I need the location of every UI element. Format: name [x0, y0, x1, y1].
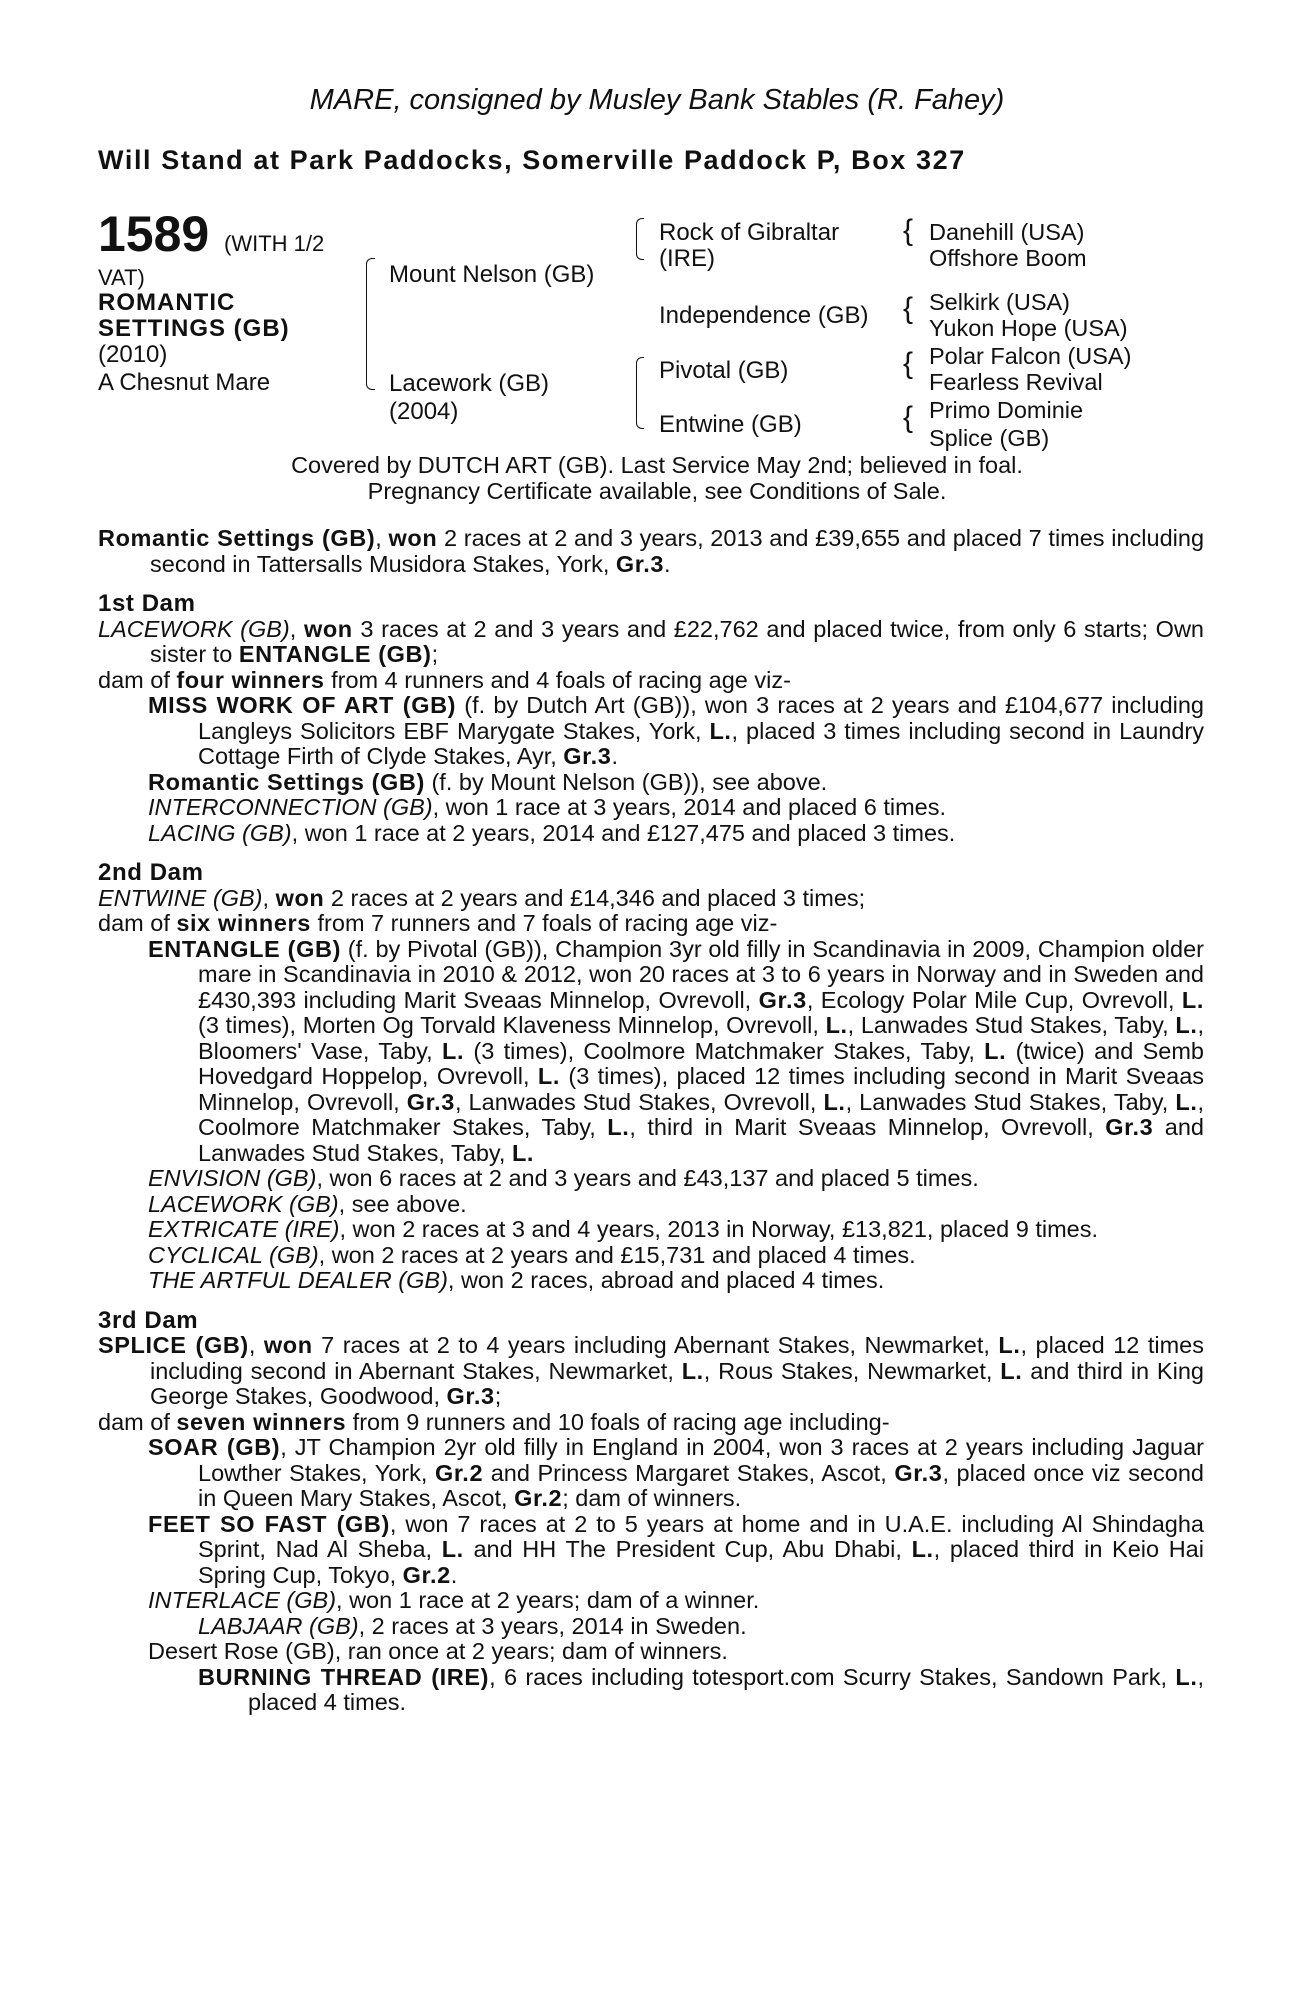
grand-progeny-entry: [98, 1614, 1204, 1640]
pedigree-dam: Lacework (GB): [389, 370, 550, 397]
dam3-text: and third in King George Stakes, Goodwood,: [150, 1357, 1204, 1409]
foaling-year: (2010): [98, 341, 168, 368]
listed-label: L.: [537, 1063, 561, 1089]
location-line: Will Stand at Park Paddocks, Somerville Paddock P, Box 327: [98, 145, 966, 175]
progeny-text: , placed 4 times.: [248, 1663, 1204, 1715]
dam-of-prefix: dam of: [98, 666, 177, 693]
progeny-text: , third in Marit Sveaas Minnelop, Ovrevoll,: [629, 1114, 1106, 1140]
pedigree-ddd: Splice (GB): [929, 425, 1050, 451]
dam2-text: 2 races at 2 years and £14,346 and placed 3 times;: [324, 884, 866, 911]
dam-of-suffix: from 4 runners and 4 foals of racing age viz-: [324, 666, 791, 693]
listed-label: L.: [1175, 1088, 1198, 1115]
progeny-name: ENVISION (GB): [148, 1165, 317, 1191]
progeny-text: and HH The President Cup, Abu Dhabi,: [463, 1536, 912, 1562]
listed-label: L.: [681, 1357, 704, 1384]
progeny-text: , won 1 race at 2 years, 2014 and £127,475 and placed 3 times.: [291, 819, 956, 846]
dam-of-prefix: dam of: [98, 910, 177, 936]
pedigree-brace-dd: {: [903, 401, 914, 434]
winners-count: four winners: [176, 666, 325, 693]
pedigree-dam-sire: Pivotal (GB): [659, 357, 789, 384]
progeny-text: (3 times), placed 12 times including second in Marit Sveaas Minnelop, Ovrevoll,: [198, 1063, 1205, 1115]
progeny-entry: [98, 1166, 1204, 1192]
winners-count: six winners: [176, 910, 311, 936]
pregnancy-note: Pregnancy Certificate available, see Conditions of Sale.: [367, 478, 947, 504]
listed-label: L.: [441, 1536, 464, 1562]
progeny-name: Romantic Settings (GB): [148, 768, 425, 795]
progeny-entry: [98, 1435, 1204, 1512]
won-label: won: [263, 1332, 313, 1358]
progeny-text: .: [450, 1561, 458, 1588]
dam1-heading: 1st Dam: [98, 590, 196, 617]
progeny-name: ENTANGLE (GB): [148, 935, 341, 962]
progeny-text: (3 times), Morten Og Torvald Klaveness Minnelop, Ovrevoll,: [198, 1012, 826, 1038]
pedigree-dam-dam: Entwine (GB): [659, 411, 802, 438]
progeny-text: (f. by Pivotal (GB)), Champion 3yr old filly in Scandinavia in 2009, Champion older mare in Scandinavia in 2010 & 2012, won 20 races at 3 to 6 years in Norway and in Sweden and £430,393 including Marit Sveaas Minnelop, Ovrevoll,: [198, 935, 1204, 1013]
progeny-entry: [98, 795, 1204, 821]
progeny-name: MISS WORK OF ART (GB): [148, 692, 457, 718]
page-heading: MARE, consigned by Musley Bank Stables (R. Fahey): [309, 84, 1005, 116]
progeny-entry: [98, 1243, 1204, 1269]
horse-name-cont: SETTINGS (GB): [98, 315, 290, 342]
progeny-entry: [98, 770, 1204, 796]
listed-label: L.: [998, 1332, 1021, 1358]
dam1-end: ;: [431, 641, 439, 667]
grade-label: Gr.3: [894, 1459, 943, 1486]
grade-label: Gr.3: [563, 743, 612, 769]
won-label: won: [388, 525, 438, 551]
listed-label: L.: [511, 1139, 535, 1166]
progeny-text: , won 2 races, abroad and placed 4 times.: [447, 1267, 885, 1293]
progeny-name: SOAR (GB): [148, 1434, 281, 1460]
progeny-text: , won 6 races at 2 and 3 years and £43,137 and placed 5 times.: [316, 1165, 979, 1191]
dam-of-suffix: from 9 runners and 10 foals of racing age including-: [346, 1408, 890, 1435]
progeny-name: LABJAAR (GB): [198, 1612, 359, 1639]
progeny-entry: [98, 1512, 1204, 1589]
winners-count: seven winners: [176, 1408, 347, 1435]
dam3-text: , Rous Stakes, Newmarket,: [703, 1357, 1001, 1384]
pedigree-brace-ds: {: [903, 347, 914, 380]
dam2-heading: 2nd Dam: [98, 859, 204, 886]
pedigree-sire: Mount Nelson (GB): [389, 261, 595, 288]
pedigree-dds: Primo Dominie: [929, 397, 1084, 423]
grade-label: Gr.3: [758, 986, 807, 1013]
progeny-text: (twice) and Semb Hovedgard Hoppelop, Ovrevoll,: [198, 1037, 1204, 1089]
progeny-text: , Lanwades Stud Stakes, Taby,: [847, 1012, 1176, 1038]
won-label: won: [303, 615, 353, 642]
progeny-text: , Lanwades Stud Stakes, Ovrevoll,: [454, 1088, 824, 1115]
dam3-dam-of: [98, 1410, 1204, 1436]
dam3-text: 7 races at 2 to 4 years including Abernant Stakes, Newmarket,: [312, 1332, 999, 1358]
pedigree-sire-sire-cont: (IRE): [659, 245, 715, 272]
progeny-name: LACEWORK (GB): [148, 1190, 339, 1217]
dam3-heading: 3rd Dam: [98, 1306, 199, 1334]
dam1-name: LACEWORK (GB): [98, 615, 290, 642]
progeny-text: , won 7 races at 2 to 5 years at home and in U.A.E. including Al Shindagha Sprint, Nad Al Sheba,: [198, 1510, 1204, 1562]
pedigree-dsd: Fearless Revival: [929, 369, 1103, 395]
grade-label: Gr.2: [514, 1485, 563, 1511]
pedigree-bracket-dam: [636, 357, 644, 429]
progeny-name: LACING (GB): [148, 819, 292, 846]
sister-name: ENTANGLE (GB): [238, 641, 432, 667]
dam3-text: ;: [494, 1383, 502, 1409]
progeny-text: , Bloomers' Vase, Taby,: [198, 1012, 1205, 1064]
listed-label: L.: [984, 1037, 1007, 1064]
progeny-text: , won 2 races at 2 years and £15,731 and placed 4 times.: [318, 1241, 916, 1268]
progeny-text: , JT Champion 2yr old filly in England in 2004, won 3 races at 2 years including Jaguar Lowther Stakes, York,: [198, 1434, 1204, 1486]
progeny-entry: [98, 1192, 1204, 1218]
listed-label: L.: [709, 717, 732, 744]
progeny-text: , won 1 race at 2 years; dam of a winner.: [336, 1587, 760, 1613]
listed-label: L.: [607, 1114, 630, 1140]
lot-number: 1589: [98, 206, 210, 262]
progeny-name: CYCLICAL (GB): [148, 1241, 319, 1268]
intro-paragraph: Romantic Settings (GB), won 2 races at 2 and 3 years, 2013 and £39,655 and placed 7 times including second in Tattersalls Musidora Stakes, York, Gr.3.: [98, 525, 1205, 577]
listed-label: L.: [1000, 1357, 1023, 1384]
dam3-text: , placed 12 times including second in Abernant Stakes, Newmarket,: [150, 1332, 1204, 1384]
progeny-text: (f. by Dutch Art (GB)), won 3 races at 2 years and £104,677 including Langleys Solicitors EBF Marygate Stakes, York,: [198, 692, 1204, 744]
dam2-dam-of: [98, 911, 1204, 937]
grade-label: Gr.3: [406, 1088, 455, 1115]
listed-label: L.: [1175, 1663, 1198, 1690]
dam1-dam-of: [98, 668, 1204, 694]
progeny-text: , Lanwades Stud Stakes, Taby,: [845, 1088, 1176, 1115]
horse-name: ROMANTIC: [98, 289, 236, 316]
progeny-entry: [98, 1268, 1204, 1294]
progeny-text: ; dam of winners.: [562, 1485, 742, 1511]
grand-progeny-entry: [98, 1665, 1204, 1716]
dam3-name: SPLICE (GB): [98, 1332, 249, 1358]
dam1-text: 3 races at 2 and 3 years and £22,762 and placed twice, from only 6 starts; Own sister to: [150, 615, 1204, 667]
catalogue-body: [98, 526, 1204, 1716]
pedigree-sds: Selkirk (USA): [929, 289, 1071, 315]
pedigree-dam-year: (2004): [389, 398, 459, 425]
pedigree-brace-ss: {: [903, 214, 914, 247]
progeny-entry: [98, 693, 1204, 770]
intro-text: 2 races at 2 and 3 years, 2013 and £39,655 and placed 7 times including second in Tattersalls Musidora Stakes, York,: [150, 525, 1205, 577]
pedigree-sire-dam: Independence (GB): [659, 302, 869, 329]
progeny-name: INTERCONNECTION (GB): [148, 794, 433, 820]
grade-label: Gr.3: [615, 550, 665, 577]
progeny-text: , placed third in Keio Hai Spring Cup, Tokyo,: [198, 1536, 1204, 1588]
listed-label: L.: [825, 1012, 848, 1038]
progeny-name: INTERLACE (GB): [148, 1587, 337, 1613]
progeny-name: FEET SO FAST (GB): [148, 1510, 390, 1537]
grade-label: Gr.3: [1105, 1114, 1154, 1140]
grade-label: Gr.2: [434, 1459, 484, 1486]
progeny-text: , 2 races at 3 years, 2014 in Sweden.: [358, 1612, 747, 1639]
grade-label: Gr.2: [402, 1561, 451, 1588]
dam2-name: ENTWINE (GB): [98, 884, 263, 911]
progeny-text: , won 1 race at 3 years, 2014 and placed 6 times.: [432, 794, 946, 820]
vat-note: (WITH 1/2: [224, 231, 325, 256]
grade-label: Gr.3: [446, 1383, 495, 1409]
progeny-text: , see above.: [338, 1190, 467, 1217]
progeny-text: and Lanwades Stud Stakes, Taby,: [198, 1114, 1204, 1166]
progeny-text: (f. by Mount Nelson (GB)), see above.: [424, 768, 828, 795]
progeny-text: Desert Rose (GB), ran once at 2 years; dam of winners.: [148, 1638, 728, 1664]
pedigree-bracket-gen1: [366, 258, 375, 390]
pedigree-sss: Danehill (USA): [929, 219, 1085, 245]
progeny-entry: [98, 1217, 1204, 1243]
progeny-text: , Ecology Polar Mile Cup, Ovrevoll,: [806, 986, 1182, 1013]
progeny-text: and Princess Margaret Stakes, Ascot,: [483, 1459, 895, 1486]
progeny-entry: [98, 1588, 1204, 1614]
pedigree-dss: Polar Falcon (USA): [929, 343, 1132, 369]
progeny-text: , placed once viz second in Queen Mary Stakes, Ascot,: [198, 1459, 1204, 1511]
pedigree-sdd: Yukon Hope (USA): [929, 315, 1128, 341]
progeny-text: (3 times), Coolmore Matchmaker Stakes, Taby,: [464, 1037, 985, 1064]
listed-label: L.: [911, 1536, 934, 1562]
dam2-paragraph: ENTWINE (GB), won 2 races at 2 years and £14,346 and placed 3 times;: [98, 884, 866, 911]
progeny-entry: [98, 1639, 1204, 1665]
vat-note-cont: VAT): [98, 265, 145, 290]
won-label: won: [275, 884, 325, 911]
progeny-name: BURNING THREAD (IRE): [198, 1663, 490, 1690]
covered-note: Covered by DUTCH ART (GB). Last Service May 2nd; believed in foal.: [291, 452, 1023, 478]
progeny-entry: [98, 821, 1204, 847]
pedigree-ssd: Offshore Boom: [929, 245, 1087, 271]
progeny-text: , placed 3 times including second in Laundry Cottage Firth of Clyde Stakes, Ayr,: [198, 717, 1205, 769]
listed-label: L.: [442, 1037, 465, 1064]
horse-description: A Chesnut Mare: [98, 369, 271, 396]
pedigree-brace-sd: {: [903, 292, 914, 325]
dam3-paragraph: SPLICE (GB), won 7 races at 2 to 4 years including Abernant Stakes, Newmarket, L., placed 12 times including second in Abernant Stakes, Newmarket, L., Rous Stakes, Newmarket, L. and third in King George Stakes, Goodwood, Gr.3;: [98, 1332, 1204, 1409]
progeny-text: , won 2 races at 3 and 4 years, 2013 in Norway, £13,821, placed 9 times.: [339, 1216, 1099, 1242]
progeny-name: THE ARTFUL DEALER (GB): [148, 1267, 448, 1293]
progeny-text: .: [611, 743, 618, 769]
listed-label: L.: [823, 1088, 846, 1115]
intro-end: .: [664, 550, 671, 577]
dam1-paragraph: LACEWORK (GB), won 3 races at 2 and 3 years and £22,762 and placed twice, from only 6 starts; Own sister to ENTANGLE (GB);: [98, 615, 1204, 667]
progeny-text: , 6 races including totesport.com Scurry Stakes, Sandown Park,: [489, 1663, 1176, 1690]
listed-label: L.: [1181, 986, 1205, 1013]
pedigree-sire-sire: Rock of Gibraltar: [659, 219, 840, 246]
progeny-name: EXTRICATE (IRE): [148, 1216, 340, 1242]
progeny-text: , Coolmore Matchmaker Stakes, Taby,: [198, 1088, 1205, 1140]
progeny-entry: [98, 937, 1204, 1167]
dam-of-suffix: from 7 runners and 7 foals of racing age viz-: [310, 910, 778, 936]
pedigree-bracket-sire: [636, 218, 644, 260]
horse-name-bold: Romantic Settings (GB): [98, 525, 376, 551]
listed-label: L.: [1175, 1012, 1198, 1038]
dam-of-prefix: dam of: [98, 1408, 177, 1435]
